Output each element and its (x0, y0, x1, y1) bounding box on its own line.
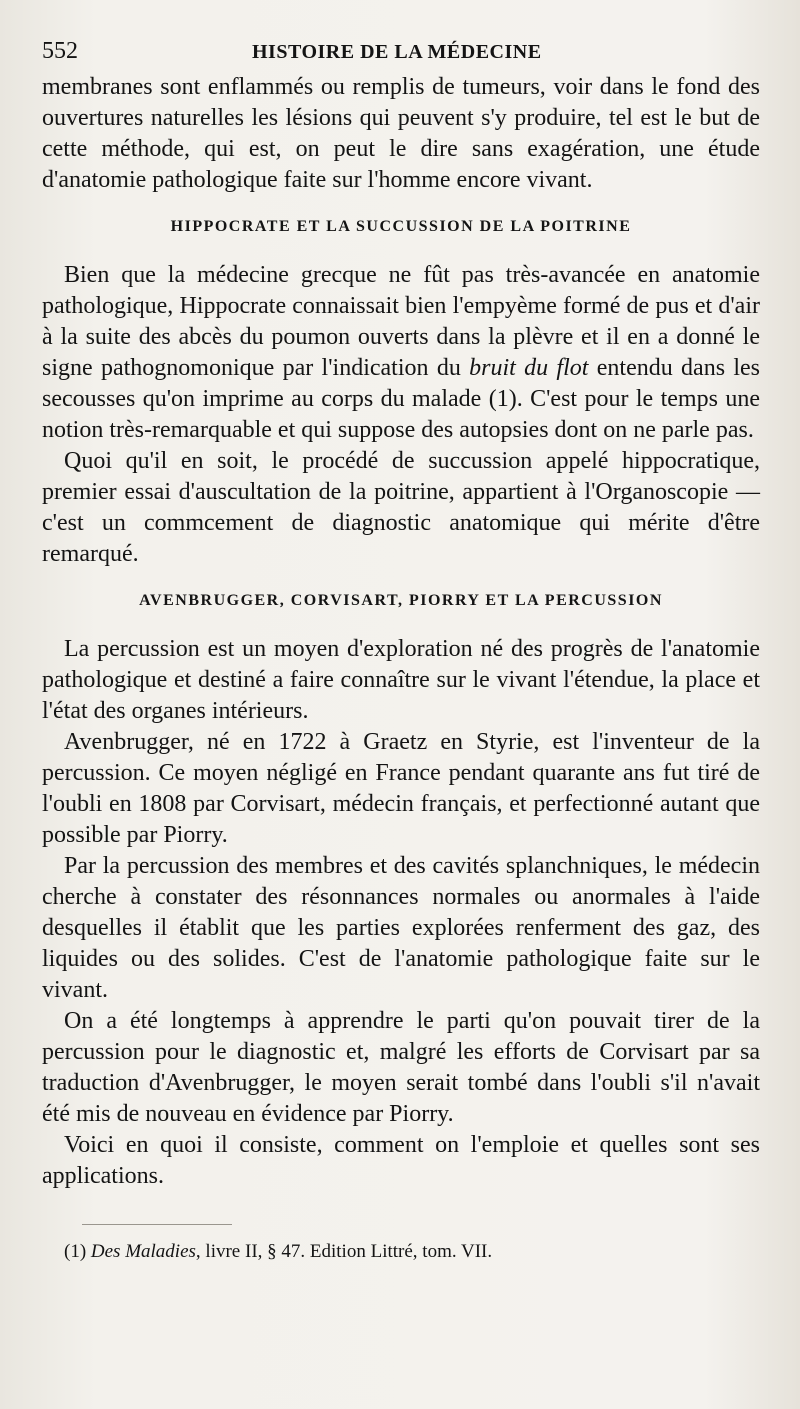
paragraph-applications: Voici en quoi il consiste, comment on l'emploie et quelles sont ses applications. (42, 1132, 760, 1189)
paragraph-hippocrate (42, 260, 760, 446)
running-title: HISTOIRE DE LA MÉDECINE (252, 41, 542, 63)
section-heading-succussion: HIPPOCRATE ET LA SUCCUSSION DE LA POITRINE (170, 218, 632, 235)
paragraph-text: Bien que la médecine grecque ne fût pas très-avancée en anatomie pathologique, Hippocrate connaissait bien l'empyème formé de pus et d'air à la suite des abcès du poumon ouverts dans la plèvre et il en a donné le signe pathognomonique par l'indication du (42, 262, 760, 381)
paragraph-percussion-method: Par la percussion des membres et des cavités splanchniques, le médecin cherche à constater des résonnances normales ou anormales à l'aide desquelles il établit que les parties explorées renferment des gaz, des liquides ou des solides. C'est de l'anatomie pathologique faite sur le vivant. (42, 853, 760, 1003)
paragraph-text: entendu dans les secousses qu'on imprime au corps du malade (1). C'est pour le temps une notion très-remarquable et qui suppose des autopsies dont on ne parle pas. (42, 355, 761, 443)
footnote (42, 1239, 760, 1265)
paragraph-avenbrugger: Avenbrugger, né en 1722 à Graetz en Styrie, est l'inventeur de la percussion. Ce moyen négligé en France pendant quarante ans fut tiré de l'oubli en 1808 par Corvisart, médecin français, et perfectionné autant que possible par Piorry. (42, 729, 760, 848)
footnote-rule (82, 1224, 232, 1225)
italic-term: bruit du flot (469, 355, 589, 381)
page-number: 552 (42, 38, 78, 64)
footnote-reference: , livre II, § 47. Edition Littré, tom. VII. (195, 1241, 493, 1262)
running-head (42, 38, 760, 72)
footnote-work-title: Des Maladies (90, 1241, 196, 1262)
paragraph-succussion-procedure: Quoi qu'il en soit, le procédé de succussion appelé hippocratique, premier essai d'auscultation de la poitrine, appartient à l'Organoscopie — c'est un commcement de diagnostic anatomique qui mérite d'être remarqué. (42, 448, 760, 567)
paragraph-continuation: membranes sont enflammés ou remplis de tumeurs, voir dans le fond des ouvertures naturelles les lésions qui peuvent s'y produire, tel est le but de cette méthode, qui est, on peut le dire sans exagération, une étude d'anatomie pathologique faite sur l'homme encore vivant. (42, 74, 760, 193)
section-heading-percussion: AVENBRUGGER, CORVISART, PIORRY ET LA PERCUSSION (139, 592, 663, 609)
footnote-marker: (1) (64, 1241, 91, 1262)
paragraph-percussion-history: On a été longtemps à apprendre le parti qu'on pouvait tirer de la percussion pour le diagnostic et, malgré les efforts de Corvisart par sa traduction d'Avenbrugger, le moyen serait tombé dans l'oubli s'il n'avait été mis de nouveau en évidence par Piorry. (42, 1008, 760, 1127)
paragraph-percussion-definition: La percussion est un moyen d'exploration né des progrès de l'anatomie pathologique et destiné a faire connaître sur le vivant l'étendue, la place et l'état des organes intérieurs. (42, 636, 760, 724)
